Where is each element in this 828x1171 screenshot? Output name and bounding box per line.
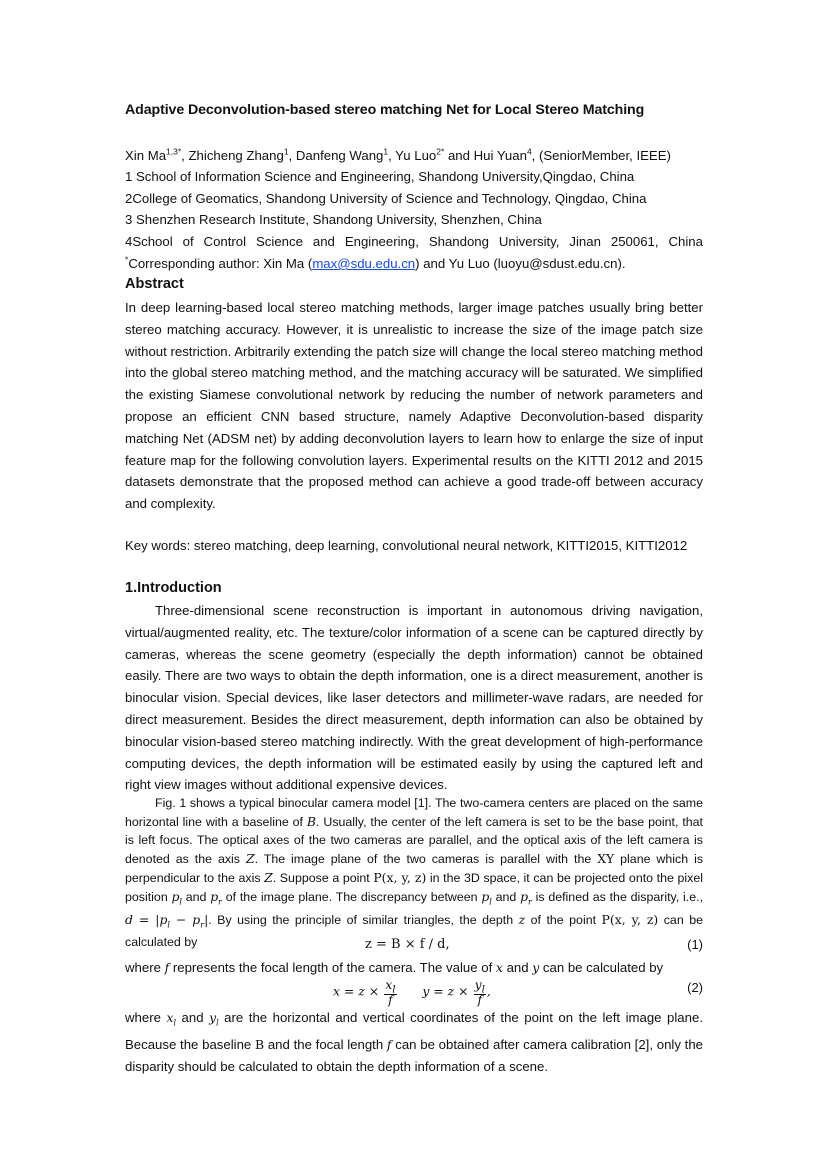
math-symbol: p <box>520 888 528 904</box>
text-run: and the focal length <box>264 1037 387 1053</box>
corresponding-mark: * <box>125 254 129 265</box>
author-sup: 1,3* <box>166 146 182 157</box>
abstract-text: In deep learning-based local stereo matching methods, larger image patches usually bring better stereo matching accuracy. However, it is unrealistic to increase the size of the image patch size without restriction. Arbitrarily extending the patch size will change the local stereo matching method into the global stereo matching method, and the matching accuracy will be saturated. We simplified the existing Siamese convolutional network by reducing the number of network parameters and propose an efficient CNN based structure, namely Adaptive Deconvolution-based disparity matching Net (ADSM net) by adding deconvolution layers to learn how to enlarge the size of input feature map for the following convolution layers. Experimental results on the KITTI 2012 and 2015 datasets demonstrate that the proposed method can achieve a good trade-off between accuracy and complexity. <box>125 300 703 512</box>
affiliation-word: University, <box>498 234 560 249</box>
author-name: , Zhicheng Zhang <box>181 148 284 163</box>
text-run: can be obtained after camera calibration [2], only the disparity should be calculated to obtain the depth information of a scene. <box>125 1037 703 1075</box>
author-sup: 4 <box>526 146 532 157</box>
equation-1-body: z = B × f / d, <box>365 937 450 952</box>
text-run: and <box>502 960 533 975</box>
text-run: . Usually, the center of the left camera is set to be the base point, that is left focus. The optical axes of the two cameras are parallel, and the optical axis of the left camera is denoted as the axis <box>125 814 703 866</box>
section-heading: 1.Introduction <box>125 580 222 596</box>
intro-paragraph-3 <box>125 1007 703 1078</box>
equation-1 <box>125 937 703 957</box>
math-expression: x = z × <box>333 983 380 999</box>
affiliation-word: China <box>668 234 703 249</box>
text-run: and <box>181 889 211 904</box>
affiliation-word: Shandong <box>428 234 489 249</box>
math-symbol: Z <box>245 850 255 866</box>
affiliation-3: 3 Shenzhen Research Institute, Shandong University, Shenzhen, China <box>125 212 542 227</box>
equation-2-number: (2) <box>687 980 703 995</box>
fraction <box>474 977 486 1008</box>
math-symbol: p <box>210 888 219 904</box>
text-run: where <box>125 960 165 975</box>
author-name: Xin Ma <box>125 148 167 163</box>
author-list <box>125 148 671 164</box>
author-sup: 2* <box>436 146 445 157</box>
math-subscript: l <box>179 897 182 906</box>
equation-2 <box>125 977 703 1008</box>
corresponding-prefix: Corresponding author: Xin Ma ( <box>128 256 313 271</box>
math-symbol: z <box>518 911 526 927</box>
affiliation-word: of <box>182 234 194 249</box>
text-run: are the horizontal and vertical coordinates of the point on the left image plane. Because the baseline <box>125 1010 703 1053</box>
author-sup: 1 <box>383 146 389 157</box>
affiliation-word: 4School <box>125 234 173 249</box>
math-expression: | <box>204 911 209 927</box>
math-symbol: f <box>388 992 393 1008</box>
text-run: plane which is perpendicular to the axis <box>125 851 704 885</box>
text-run: can be calculated by <box>539 960 664 975</box>
math-symbol: x <box>385 977 393 992</box>
math-expression: d = |p <box>125 911 168 927</box>
author-name: , Yu Luo <box>388 148 437 163</box>
corresponding-suffix: ) and Yu Luo (luoyu@sdust.edu.cn). <box>415 256 626 271</box>
math-symbol: B <box>306 813 317 829</box>
math-subscript: l <box>173 1018 177 1028</box>
text-run: can be calculated by <box>125 912 703 950</box>
math-symbol: Z <box>264 869 273 885</box>
text-run: . By using the principle of similar triangles, the depth <box>208 912 519 927</box>
intro-paragraph-2 <box>125 795 703 952</box>
text-run: represents the focal length of the camera. The value of <box>169 960 496 975</box>
text-run: and <box>176 1010 210 1025</box>
text-run: of the image plane. The discrepancy between <box>221 889 482 904</box>
math-symbol: y <box>209 1010 217 1025</box>
affiliation-2: 2College of Geomatics, Shandong University of Science and Technology, Qingdao, China <box>125 191 647 206</box>
math-subscript: r <box>200 920 205 930</box>
text-after-eq1 <box>125 960 663 976</box>
math-symbol: B <box>255 1037 265 1053</box>
math-symbol: f <box>164 960 170 975</box>
math-subscript: r <box>528 897 532 906</box>
equation-2-body <box>333 977 491 1008</box>
math-expression: y = z × <box>422 983 469 999</box>
math-subscript: l <box>392 983 396 996</box>
math-symbol: f <box>477 992 483 1008</box>
author-name: , Danfeng Wang <box>288 148 384 163</box>
paper-title: Adaptive Deconvolution-based stereo matching Net for Local Stereo Matching <box>125 102 645 118</box>
text-run: in the 3D space, it can be projected onto the pixel position <box>125 870 703 904</box>
corresponding-author <box>125 256 626 272</box>
math-symbol: XY <box>597 850 615 866</box>
math-symbol: x <box>166 1010 174 1025</box>
math-subscript: l <box>167 920 170 930</box>
fraction <box>384 977 396 1008</box>
email-link[interactable]: max@sdu.edu.cn <box>312 256 416 271</box>
affiliation-word: 250061, <box>610 234 659 249</box>
equation-1-number: (1) <box>687 937 703 952</box>
intro-paragraph-1: Three-dimensional scene reconstruction is important in autonomous driving navigation, virtual/augmented reality, etc. The texture/color information of a scene can be captured directly by cameras, whereas the scene geometry (especially the depth information) cannot be obtained easily. There are two ways to obtain the depth information, one is a direct measurement, another is binocular vision. Special devices, like laser detectors and millimeter-wave radars, are needed for direct measurement. Besides the direct measurement, depth information can also be obtained by binocular vision-based stereo matching indirectly. With the great development of high-performance computing devices, the depth information will be estimated easily by using the captured left and right view images without additional expensive devices. <box>125 603 703 793</box>
affiliation-1: 1 School of Information Science and Engineering, Shandong University,Qingdao, China <box>125 169 635 184</box>
affiliation-4 <box>125 234 703 250</box>
affiliation-word: Engineering, <box>344 234 419 249</box>
math-subscript: l <box>481 983 485 996</box>
math-expression: − p <box>169 911 201 927</box>
text-run: is defined as the disparity, i.e., <box>531 889 704 904</box>
text-run: Fig. 1 shows a typical binocular camera model [1]. The two-camera centers are placed on the same horizontal line with a baseline of <box>125 796 703 829</box>
affiliation-word: Jinan <box>569 234 601 249</box>
text-run: of the point <box>525 912 602 927</box>
math-expression: P(x, y, z) <box>601 911 659 927</box>
math-symbol: y <box>474 977 482 992</box>
text-run: . The image plane of the two cameras is parallel with the <box>254 851 598 866</box>
author-name: and Hui Yuan <box>444 148 527 163</box>
keywords: Key words: stereo matching, deep learning, convolutional neural network, KITTI2015, KITTI2012 <box>125 538 688 553</box>
author-sup: 1 <box>283 146 289 157</box>
math-symbol: y <box>532 960 540 975</box>
math-expression: P(x, y, z) <box>373 869 427 885</box>
math-subscript: r <box>218 897 222 906</box>
math-subscript: l <box>216 1018 219 1028</box>
text-run: where <box>125 1010 167 1025</box>
math-symbol: f <box>386 1037 392 1053</box>
text-run: and <box>491 889 521 904</box>
affiliation-word: and <box>312 234 335 249</box>
affiliation-word: Science <box>256 234 303 249</box>
math-symbol: , <box>486 983 491 999</box>
affiliation-word: Control <box>203 234 247 249</box>
math-symbol: p <box>171 888 180 904</box>
text-run: . Suppose a point <box>272 870 374 885</box>
math-subscript: l <box>489 897 492 906</box>
abstract-heading: Abstract <box>125 276 184 292</box>
math-symbol: p <box>481 888 490 904</box>
author-name: , (SeniorMember, IEEE) <box>531 148 671 163</box>
math-symbol: x <box>495 960 503 975</box>
